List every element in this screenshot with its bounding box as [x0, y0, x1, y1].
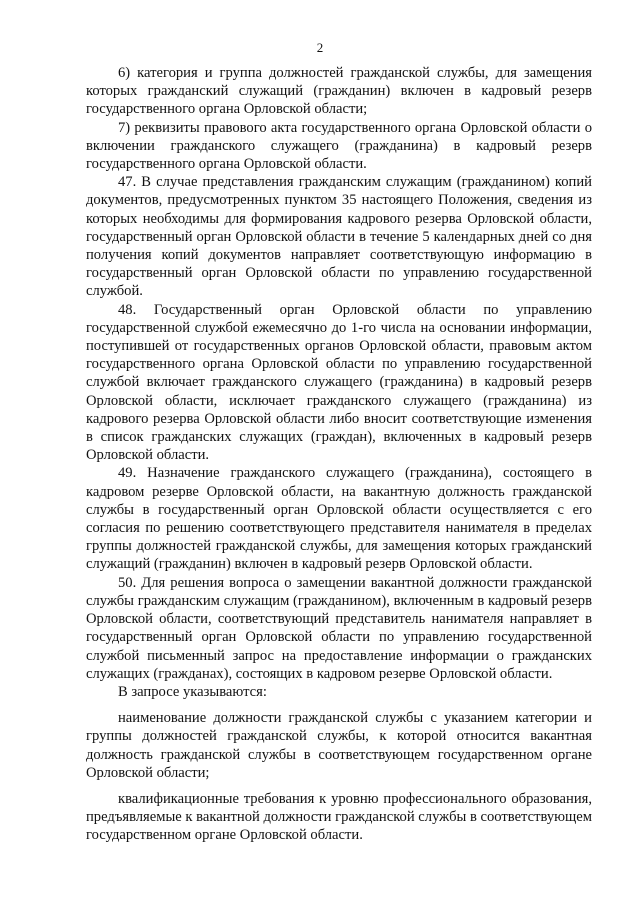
paragraph-item-7: 7) реквизиты правового акта государственного органа Орловской области о включении гражданского служащего (гражданина) в кадровый резерв государственного органа Орловской области. [86, 119, 592, 173]
paragraph-request-position: наименование должности гражданской службы с указанием категории и группы должностей гражданской службы, к которой относится вакантная должность гражданской службы в соответствующем государственном органе Орловской области; [86, 710, 592, 781]
paragraph-50: 50. Для решения вопроса о замещении вакантной должности гражданской службы гражданским служащим (гражданином), включенным в кадровый резерв Орловской области, соответствующий представитель нанимателя направляет в государственный орган Орловской области по управлению государственной службой письменный запрос на предоставление информации о гражданских служащих (гражданах), состоящих в кадровом резерве Орловской области. [86, 574, 592, 682]
paragraph-request-requirements: квалификационные требования к уровню профессионального образования, предъявляемые к вакантной должности гражданской службы в соответствующем государственном органе Орловской области. [86, 790, 592, 844]
paragraph-49: 49. Назначение гражданского служащего (гражданина), состоящего в кадровом резерве Орловской области, на вакантную должность гражданской службы в государственный орган Орловской области осуществляется с его согласия по решению соответствующего представителя нанимателя в пределах группы должностей гражданской службы, для замещения которых гражданский служащий (гражданин) включен в кадровый резерв Орловской области. [86, 465, 592, 573]
paragraph-48: 48. Государственный орган Орловской области по управлению государственной службой ежемесячно до 1-го числа на основании информации, поступившей от государственных органов Орловской области, правовым актом государственного органа Орловской области по управлению государственной службой включает гражданского служащего (гражданина) в кадровый резерв Орловской области, исключает гражданского служащего (гражданина) из кадрового резерва Орловской области либо вносит соответствующие изменения в список гражданских служащих (граждан), включенных в кадровый резерв Орловской области. [86, 301, 592, 464]
document-body [86, 64, 592, 845]
paragraph-47: 47. В случае представления гражданским служащим (гражданином) копий документов, предусмотренных пунктом 35 настоящего Положения, сведения из которых необходимы для формирования кадрового резерва Орловской области, государственный орган Орловской области в течение 5 календарных дней со дня получения копий документов направляет соответствующую информацию в государственный орган Орловской области по управлению государственной службой. [86, 174, 592, 300]
paragraph-request-intro: В запросе указываются: [118, 683, 267, 700]
paragraph-item-6: 6) категория и группа должностей гражданской службы, для замещения которых гражданский служащий (гражданин) включен в кадровый резерв государственного органа Орловской области; [86, 65, 592, 118]
page-number: 2 [316, 40, 324, 55]
